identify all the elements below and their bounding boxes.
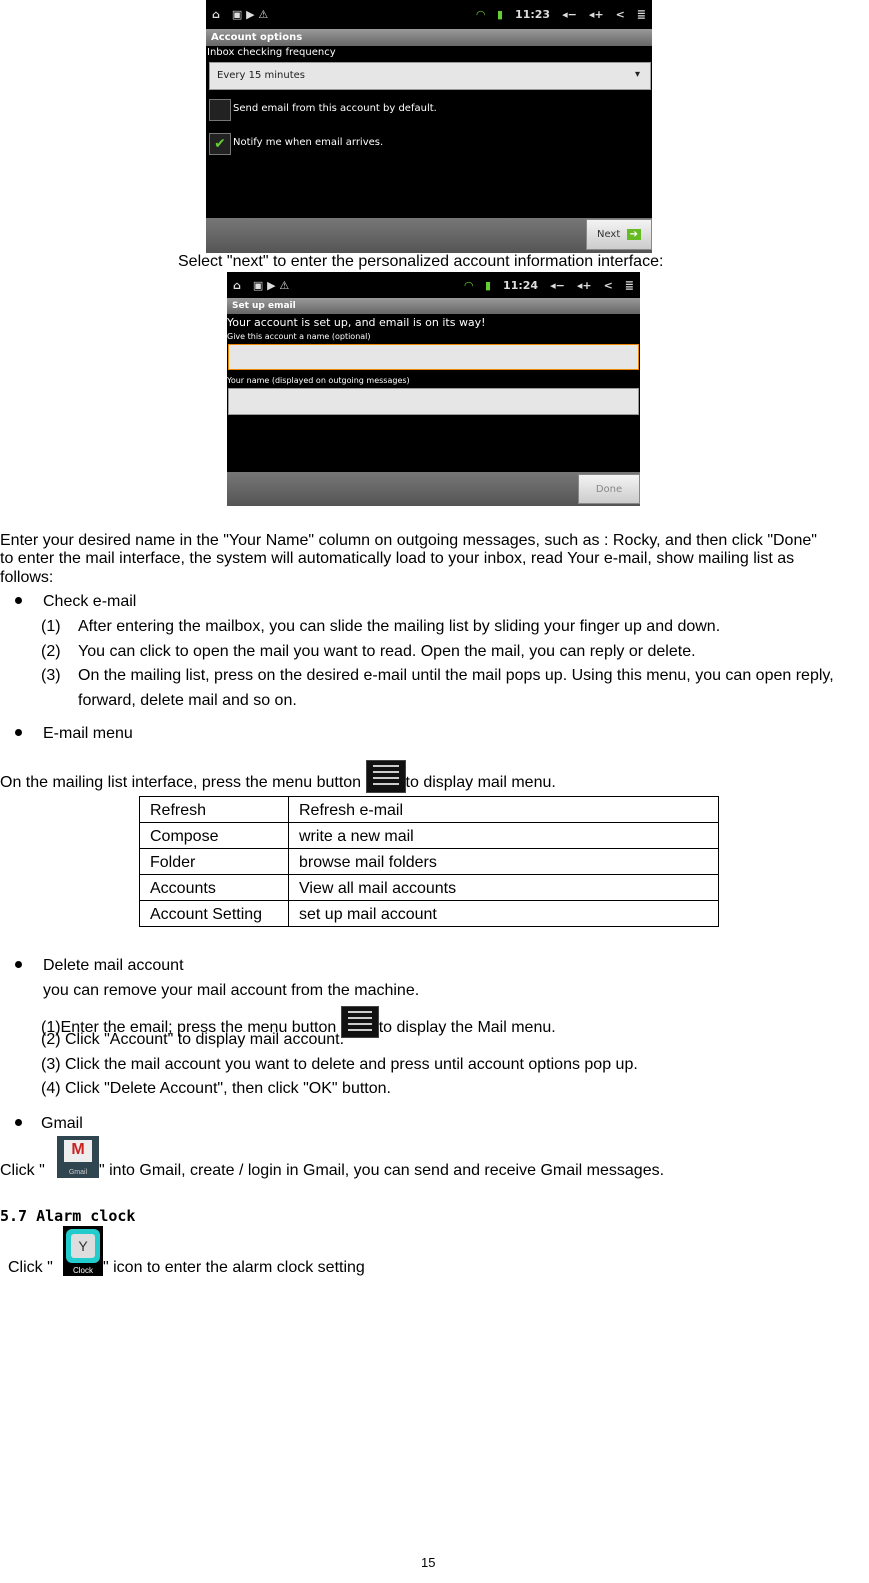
body-text: to enter the mail interface, the system will automatically load to your inbox, read Your e-mail, show mailing list as (0, 550, 795, 567)
item-number: (2) (41, 643, 61, 660)
battery-icon: ▮ (484, 278, 492, 292)
gmail-icon-label: Gmail (68, 1169, 88, 1176)
item-number: (1) (41, 618, 61, 635)
status-bar (206, 0, 652, 28)
list-item: On the mailing list, press on the desired e-mail until the mail pops up. Using this menu, you can open reply, (78, 667, 834, 684)
notify-checkbox[interactable]: ✔ (209, 133, 231, 155)
menu-button-icon (341, 1006, 379, 1038)
menu-description-cell: set up mail account (289, 901, 719, 927)
clock-text: 11:24 (503, 278, 539, 292)
account-name-input[interactable] (228, 344, 639, 370)
frequency-value: Every 15 minutes (217, 70, 305, 81)
status-bar (227, 272, 640, 298)
section-delete-account: Delete mail account (43, 957, 184, 974)
volume-up-icon: ◂+ (576, 278, 592, 292)
back-icon: < (615, 7, 625, 21)
bullet (15, 1119, 22, 1126)
clock-icon-label: Clock (72, 1266, 93, 1275)
email-menu-table (139, 796, 719, 927)
volume-down-icon: ◂− (562, 7, 577, 21)
your-name-label: Your name (displayed on outgoing messages) (227, 376, 410, 385)
home-icon: ⌂ (233, 278, 241, 292)
list-item: You can click to open the mail you want to read. Open the mail, you can reply or delete. (78, 643, 696, 660)
setup-email-screenshot (227, 272, 640, 506)
gmail-app-icon: M Gmail (57, 1136, 99, 1178)
table-row (140, 849, 719, 875)
body-text: Enter your desired name in the "Your Name" column on outgoing messages, such as : Rocky, and then click "Done" (0, 532, 817, 549)
wifi-icon: ◠ (464, 278, 473, 292)
next-label: Next (596, 229, 621, 240)
your-name-input[interactable] (228, 388, 639, 415)
screen-title: Account options (206, 29, 652, 46)
page-number: 15 (421, 1555, 436, 1570)
done-button[interactable]: Done (578, 474, 640, 504)
volume-up-icon: ◂+ (588, 7, 604, 21)
menu-description-cell: browse mail folders (289, 849, 719, 875)
body-text: On the mailing list interface, press the menu button (0, 774, 366, 791)
bullet (15, 961, 22, 968)
menu-description-cell: View all mail accounts (289, 875, 719, 901)
screen-title: Set up email (227, 298, 640, 314)
clock-text: 11:23 (515, 7, 551, 21)
battery-icon: ▮ (496, 7, 504, 21)
volume-down-icon: ◂− (550, 278, 565, 292)
notify-label: Notify me when email arrives. (233, 137, 384, 148)
frequency-label: Inbox checking frequency (207, 47, 336, 58)
table-row (140, 875, 719, 901)
clock-app-icon: Y Clock (63, 1226, 103, 1276)
body-text: Click " (0, 1162, 45, 1179)
menu-item-cell: Refresh (140, 797, 289, 823)
send-default-label: Send email from this account by default. (233, 103, 437, 114)
notification-icons: ▣ ▶ ⚠ (252, 278, 290, 292)
section-email-menu: E-mail menu (43, 725, 133, 742)
section-gmail: Gmail (41, 1115, 83, 1132)
bullet (15, 729, 22, 736)
body-text: (1)Enter the email; press the menu button (41, 1019, 341, 1036)
bullet (15, 597, 22, 604)
menu-description-cell: Refresh e-mail (289, 797, 719, 823)
body-text: to display the Mail menu. (378, 1019, 556, 1036)
home-icon: ⌂ (212, 7, 220, 21)
menu-item-cell: Folder (140, 849, 289, 875)
menu-description-cell: write a new mail (289, 823, 719, 849)
menu-icon: ≣ (624, 278, 634, 292)
section-check-email: Check e-mail (43, 593, 137, 610)
back-icon: < (603, 278, 613, 292)
caption-next: Select "next" to enter the personalized account information interface: (178, 253, 664, 270)
account-name-label: Give this account a name (optional) (227, 332, 371, 341)
list-item: forward, delete mail and so on. (78, 692, 297, 709)
setup-headline: Your account is set up, and email is on its way! (227, 316, 486, 329)
body-text: you can remove your mail account from the machine. (43, 982, 420, 999)
next-button[interactable] (586, 219, 652, 250)
body-text: " into Gmail, create / login in Gmail, you can send and receive Gmail messages. (99, 1162, 665, 1179)
body-text: (2) Click "Account" to display mail account. (41, 1031, 345, 1048)
body-text: follows: (0, 569, 54, 586)
item-number: (3) (41, 667, 61, 684)
body-text: to display mail menu. (405, 774, 556, 791)
chevron-down-icon: ▾ (634, 69, 640, 80)
list-item: After entering the mailbox, you can slide the mailing list by sliding your finger up and down. (78, 618, 721, 635)
menu-button-icon (366, 760, 406, 793)
body-text: (3) Click the mail account you want to delete and press until account options pop up. (41, 1056, 638, 1073)
arrow-right-icon: ➔ (627, 229, 641, 240)
menu-item-cell: Accounts (140, 875, 289, 901)
table-row (140, 901, 719, 927)
section-heading-alarm-clock: 5.7 Alarm clock (0, 1207, 136, 1225)
notification-icons: ▣ ▶ ⚠ (231, 7, 269, 21)
menu-item-cell: Account Setting (140, 901, 289, 927)
body-text: (4) Click "Delete Account", then click "OK" button. (41, 1080, 391, 1097)
table-row (140, 823, 719, 849)
table-row (140, 797, 719, 823)
wifi-icon: ◠ (476, 7, 485, 21)
frequency-dropdown[interactable] (209, 62, 651, 90)
send-default-checkbox[interactable] (209, 99, 231, 121)
account-options-screenshot (206, 0, 652, 253)
menu-icon: ≣ (636, 7, 646, 21)
menu-item-cell: Compose (140, 823, 289, 849)
body-text: " icon to enter the alarm clock setting (103, 1259, 365, 1276)
body-text: Click " (8, 1259, 53, 1276)
